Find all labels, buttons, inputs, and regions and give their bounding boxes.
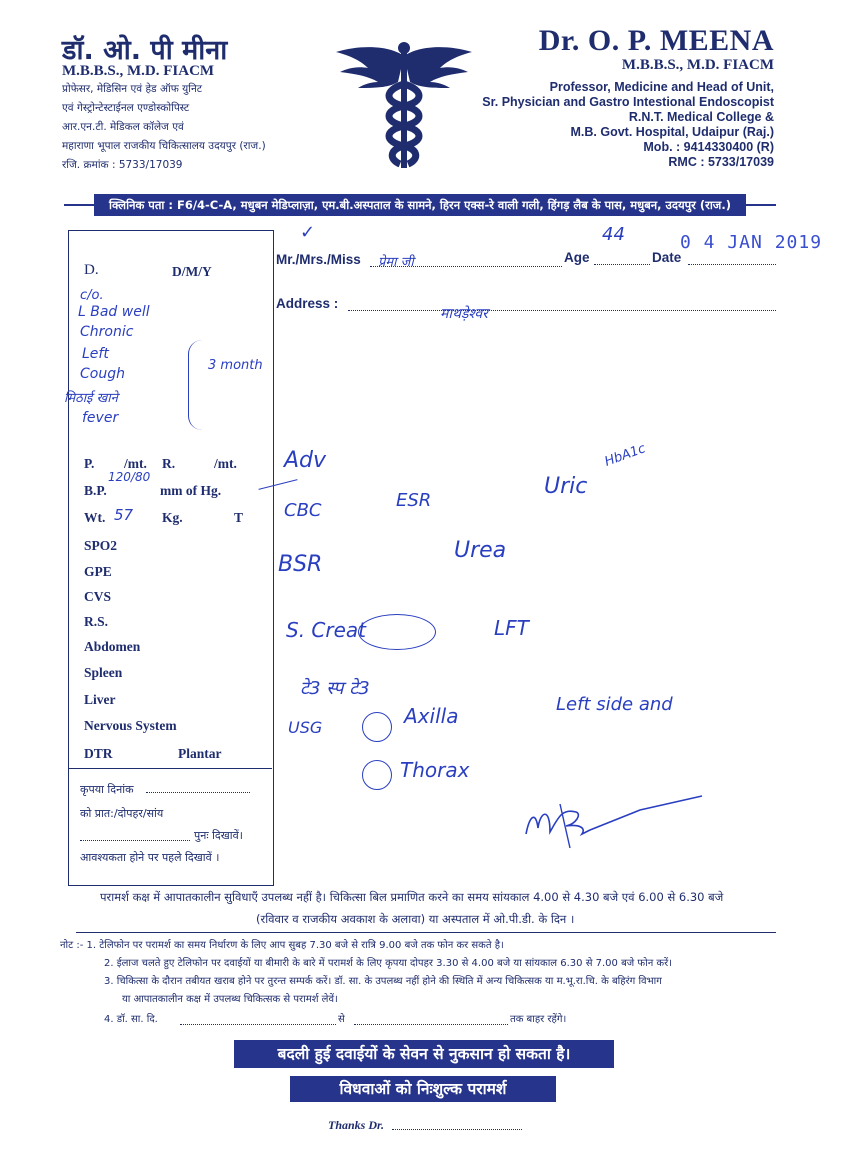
note-line: नोट :- 1. टेलिफोन पर परामर्श का समय निर्धारण के लिए आप सुबह 7.30 बजे से रात्रि 9.00 बजे तक फोन कर सकते है। bbox=[60, 940, 504, 951]
weight-unit: Kg. bbox=[162, 510, 183, 525]
plantar-label: Plantar bbox=[178, 746, 222, 761]
english-line: M.B. Govt. Hospital, Udaipur (Raj.) bbox=[570, 125, 774, 139]
thanks-label: Thanks Dr. bbox=[328, 1118, 385, 1132]
patient-name: प्रेमा जी bbox=[378, 255, 414, 270]
handwritten-note: Cough bbox=[80, 366, 125, 382]
patient-age: 44 bbox=[602, 224, 625, 245]
handwritten-note: Left bbox=[82, 346, 109, 362]
followup-line: को प्रात:/दोपहर/सांय bbox=[80, 807, 164, 820]
handwritten-note: मिठाई खाने bbox=[64, 391, 118, 406]
english-line: RMC : 5733/17039 bbox=[668, 155, 774, 169]
age-label: Age bbox=[564, 250, 590, 265]
dotted-blank bbox=[354, 1024, 508, 1025]
hindi-line: आर.एन.टी. मेडिकल कॉलेज एवं bbox=[62, 121, 184, 133]
date-stamp: 0 4 JAN 2019 bbox=[680, 232, 823, 253]
exam-item: Nervous System bbox=[84, 718, 177, 733]
rx-note: Urea bbox=[454, 538, 507, 563]
hindi-credentials bbox=[62, 80, 266, 175]
pulse-label: P. bbox=[84, 456, 95, 471]
address-field-line bbox=[348, 310, 776, 311]
bracket-mark bbox=[188, 340, 205, 430]
d-label: D. bbox=[84, 262, 99, 278]
handwritten-note: Chronic bbox=[80, 324, 134, 340]
exam-item: R.S. bbox=[84, 614, 109, 629]
dotted-blank bbox=[146, 792, 250, 793]
note-line: या आपातकालीन कक्ष में उपलब्ध चिकित्सक से परामर्श लेवें। bbox=[122, 994, 338, 1005]
footer-line: परामर्श कक्ष में आपातकालीन सुविधाएँ उपलब्ध नहीं है। चिकित्सा बिल प्रमाणित करने का समय सांयकाल 4.00 से 4.30 बजे एवं 6.00 से 6.30 बजे bbox=[100, 890, 724, 904]
dmy-label: D/M/Y bbox=[172, 264, 212, 279]
hindi-line: महाराणा भूपाल राजकीय चिकित्सालय उदयपुर (राज.) bbox=[62, 140, 266, 152]
handwritten-note: fever bbox=[82, 410, 119, 426]
english-line: R.N.T. Medical College & bbox=[628, 110, 774, 124]
handwritten-scribble: टे3 स्प टे3 bbox=[300, 678, 370, 699]
english-degree: M.B.B.S., M.D. FIACM bbox=[621, 57, 774, 73]
exam-item: SPO2 bbox=[84, 538, 118, 553]
followup-line: पुनः दिखावें। bbox=[194, 829, 243, 842]
hindi-line: प्रोफेसर, मेडिसिन एवं हेड ऑफ युनिट bbox=[62, 83, 203, 95]
rx-note: Uric bbox=[544, 474, 588, 499]
handwritten-note: L Bad well bbox=[78, 304, 150, 320]
age-field-line bbox=[594, 264, 650, 265]
doctor-signature bbox=[520, 794, 710, 854]
handwritten-scribble: Left side and bbox=[556, 694, 673, 715]
exam-item: CVS bbox=[84, 589, 112, 604]
pen-circle bbox=[362, 760, 392, 790]
rx-note: HbA1c bbox=[602, 441, 648, 470]
exam-item: Spleen bbox=[84, 665, 123, 680]
divider bbox=[68, 768, 272, 769]
note-line: से bbox=[338, 1014, 345, 1025]
dtr-label: DTR bbox=[84, 746, 113, 761]
check-mark: ✓ bbox=[300, 222, 316, 243]
rx-note: Thorax bbox=[400, 758, 470, 782]
exam-item: Liver bbox=[84, 692, 116, 707]
hindi-doctor-name: डॉ. ओ. पी मीना bbox=[62, 35, 228, 66]
exam-item: GPE bbox=[84, 564, 112, 579]
rx-note: CBC bbox=[284, 500, 322, 521]
pen-circle bbox=[358, 614, 436, 650]
english-line: Professor, Medicine and Head of Unit, bbox=[549, 80, 774, 94]
dotted-blank bbox=[80, 840, 190, 841]
hindi-line: एवं गेस्ट्रोन्टेस्टाईनल एण्डोस्कोपिस्ट bbox=[62, 102, 190, 114]
rx-note: USG bbox=[288, 718, 323, 737]
resp-unit: /mt. bbox=[214, 456, 237, 471]
resp-label: R. bbox=[162, 456, 176, 471]
english-line: Sr. Physician and Gastro Intestional Endoscopist bbox=[482, 95, 774, 109]
footer-line: (रविवार व राजकीय अवकाश के अलावा) या अस्पताल में ओ.पी.डी. के दिन । bbox=[256, 912, 575, 926]
pulse-unit: /mt. bbox=[124, 456, 147, 471]
dotted-blank bbox=[180, 1024, 336, 1025]
date-label: Date bbox=[652, 250, 682, 265]
note-line: तक बाहर रहेंगे। bbox=[510, 1014, 567, 1025]
english-credentials bbox=[482, 80, 774, 170]
temp-label: T bbox=[234, 510, 244, 525]
divider bbox=[64, 204, 94, 206]
rx-note: Axilla bbox=[404, 704, 459, 728]
handwritten-note: c/o. bbox=[80, 288, 104, 303]
handwritten-note: 3 month bbox=[208, 358, 263, 373]
note-line: 3. चिकित्सा के दौरान तबीयत खराब होने पर तुरन्त सम्पर्क करें। डॉ. सा. के उपलब्ध नहीं होने की स्थिति में अन्य चिकित्सक या म.भू.रा.चि. के बहिरंग विभाग bbox=[104, 976, 662, 987]
clinic-address-bar: क्लिनिक पता : F6/4-C-A, मधुबन मेडिप्लाज़ा, एम.बी.अस्पताल के सामने, हिरन एक्स-रे वाली गली, हिंगड़ लैब के पास, मधुबन, उदयपुर (राज.) bbox=[94, 194, 746, 216]
rx-note: ESR bbox=[396, 490, 432, 511]
dotted-blank bbox=[392, 1129, 522, 1130]
bp-label: B.P. bbox=[84, 483, 107, 498]
followup-line: कृपया दिनांक bbox=[80, 783, 134, 796]
warning-banner: बदली हुई दवाईयों के सेवन से नुकसान हो सकता है। bbox=[234, 1040, 614, 1068]
caduceus-icon bbox=[332, 34, 476, 174]
exam-item: Abdomen bbox=[84, 639, 141, 654]
note-line: 2. ईलाज चलते हुए टेलिफोन पर दवाईयों या बीमारी के बारे में परामर्श के लिए कृपया दोपहर 3.30 से 4.00 बजे या सांयकाल 6.30 से 7.00 बजे फोन करें। bbox=[104, 958, 672, 969]
name-label: Mr./Mrs./Miss bbox=[276, 252, 361, 267]
date-field-line bbox=[688, 264, 776, 265]
address-label: Address : bbox=[276, 296, 339, 311]
english-line: Mob. : 9414330400 (R) bbox=[643, 140, 774, 154]
divider bbox=[76, 932, 776, 933]
rx-note: BSR bbox=[278, 552, 323, 577]
rx-note: S. Creat bbox=[286, 618, 366, 642]
rx-note: Adv bbox=[284, 448, 327, 473]
followup-line: आवश्यकता होने पर पहले दिखावें । bbox=[80, 851, 220, 864]
patient-address: माथड़ेश्वर bbox=[440, 306, 488, 322]
weight-label: Wt. bbox=[84, 510, 106, 525]
note-line: 4. डॉ. सा. दि. bbox=[104, 1014, 158, 1025]
bp-unit: mm of Hg. bbox=[160, 483, 222, 498]
rx-note: LFT bbox=[494, 616, 529, 640]
hindi-degree: M.B.B.S., M.D. FIACM bbox=[62, 63, 215, 79]
bp-value: 120/80 bbox=[108, 470, 151, 484]
pen-circle bbox=[362, 712, 392, 742]
hindi-line: रजि. क्रमांक : 5733/17039 bbox=[62, 159, 183, 171]
free-consult-banner: विधवाओं को निःशुल्क परामर्श bbox=[290, 1076, 556, 1102]
divider bbox=[746, 204, 776, 206]
english-doctor-name: Dr. O. P. MEENA bbox=[538, 24, 774, 57]
weight-value: 57 bbox=[114, 506, 134, 524]
